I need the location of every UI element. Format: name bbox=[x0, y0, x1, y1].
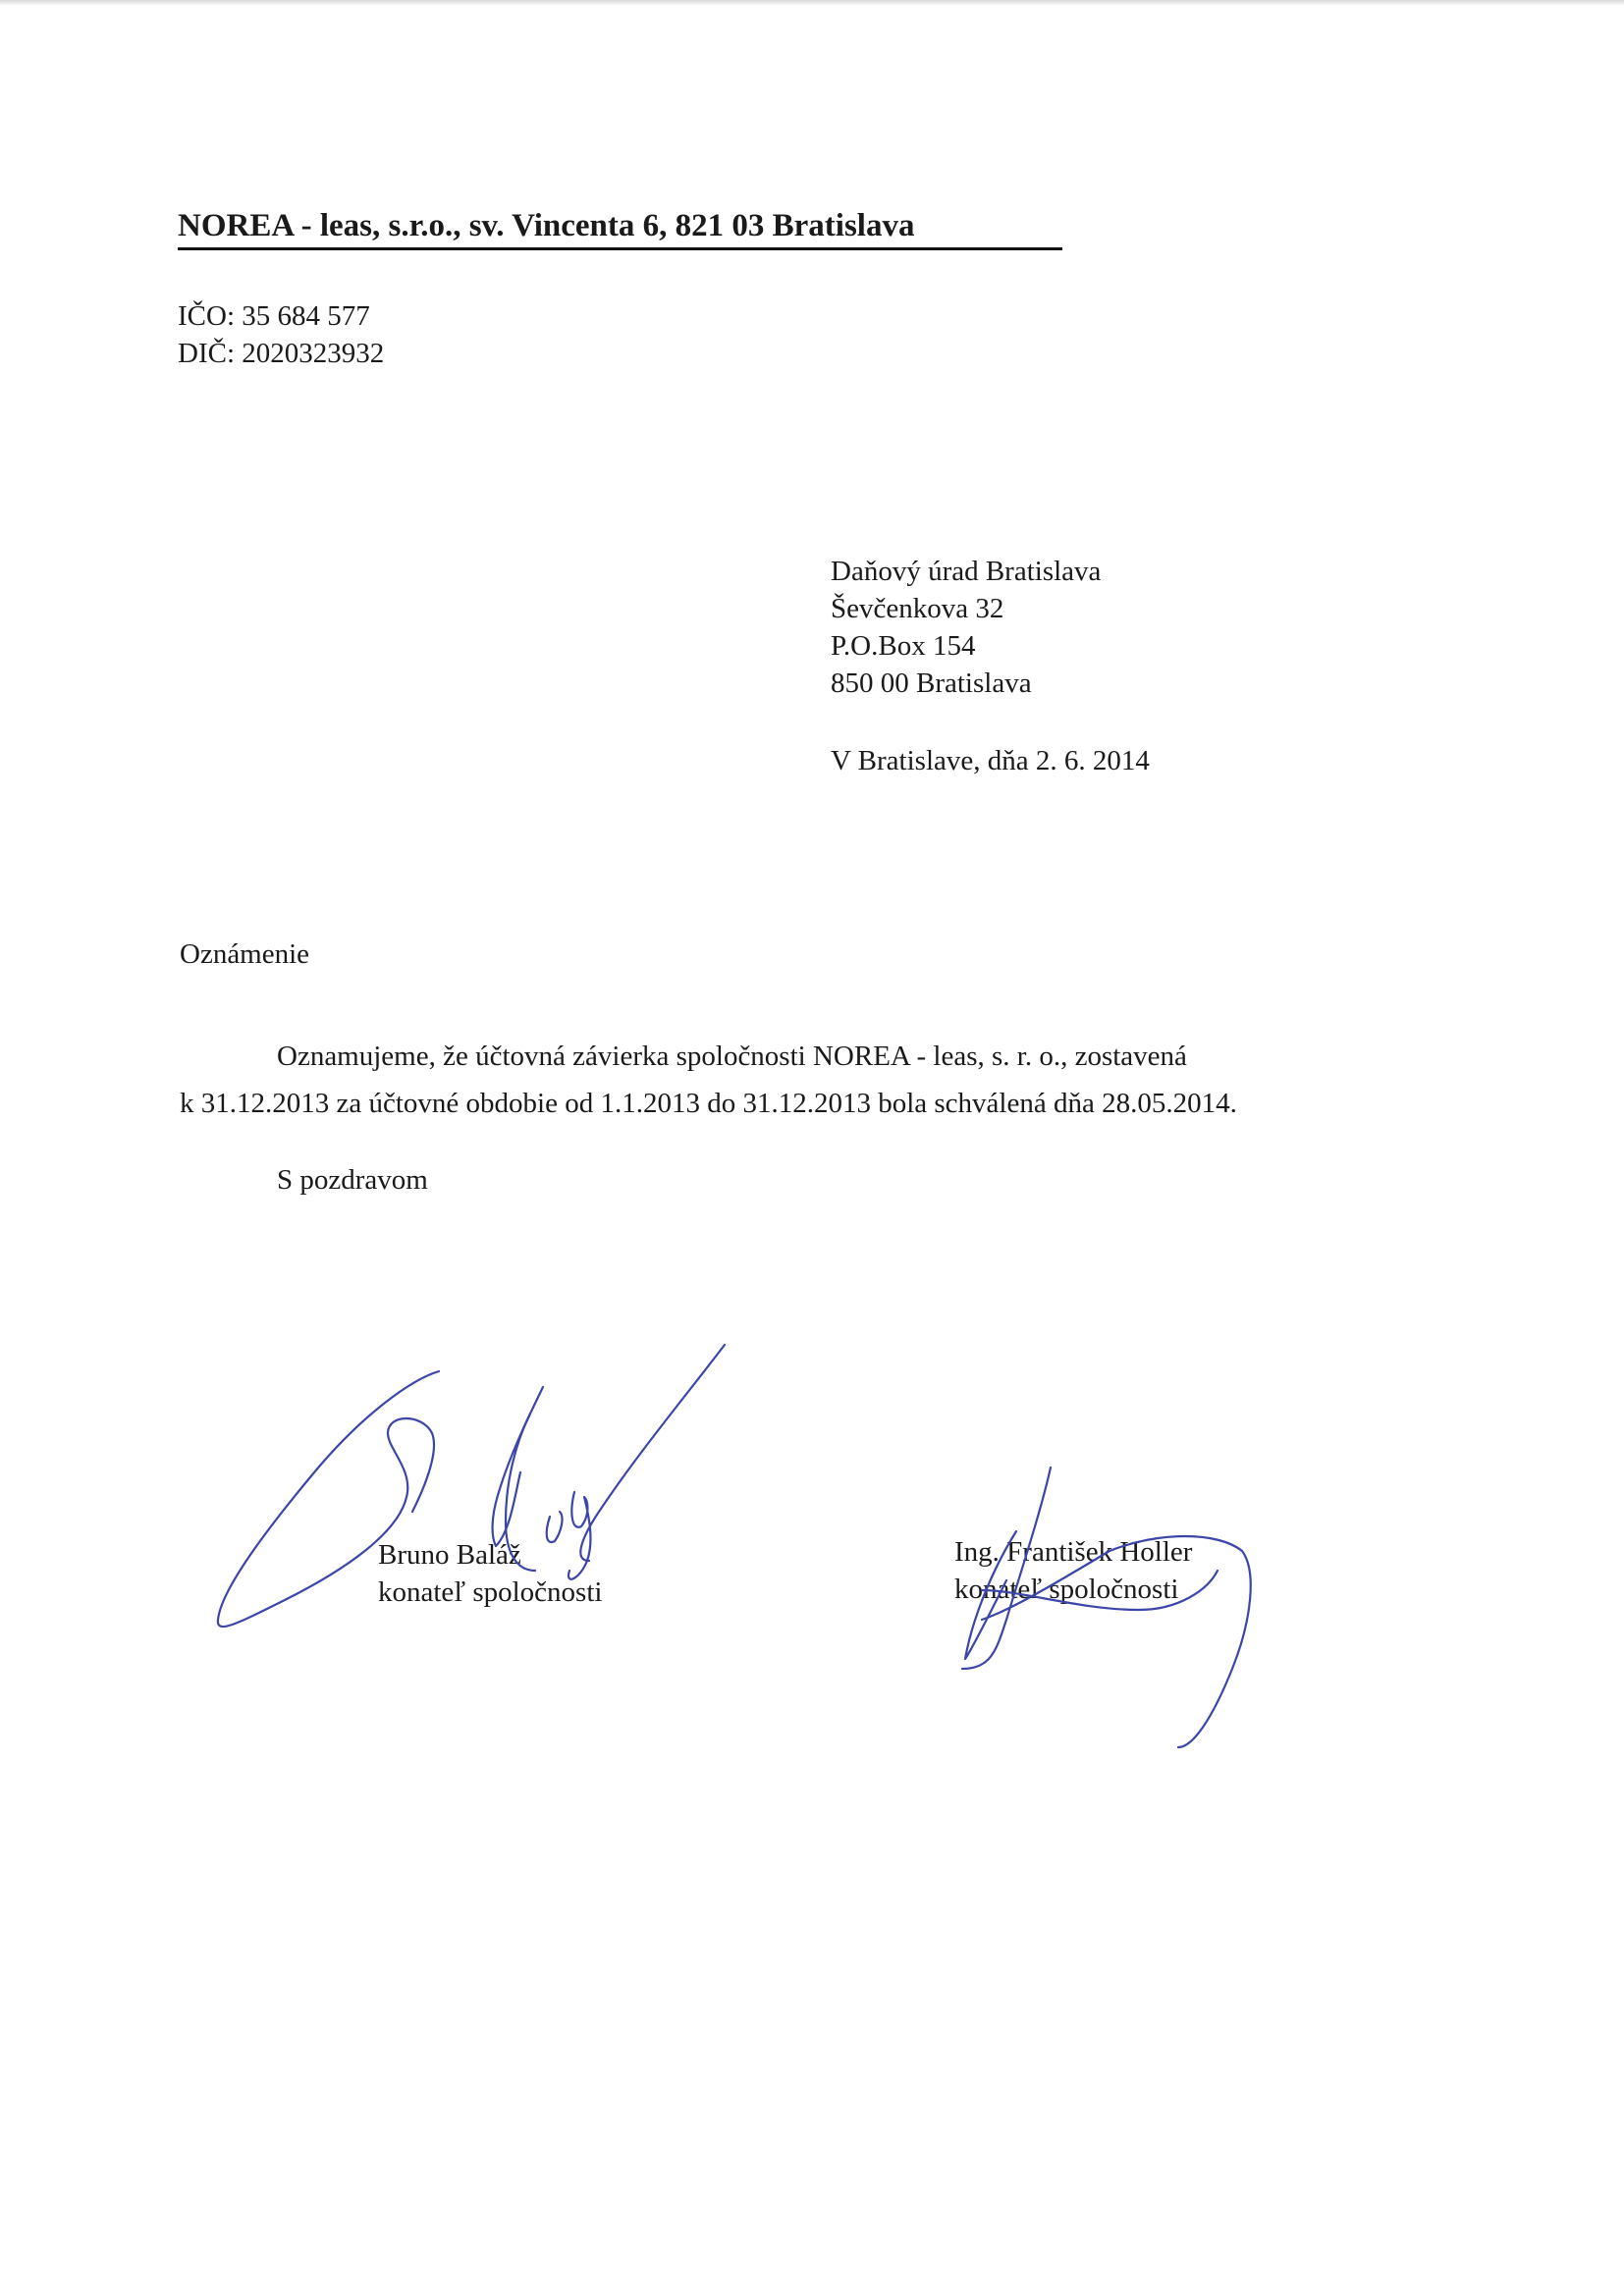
dic-line: DIČ: 2020323932 bbox=[178, 338, 385, 369]
subject: Oznámenie bbox=[180, 938, 310, 970]
signatory-1-name: Bruno Baláž bbox=[378, 1539, 521, 1571]
ico-line: IČO: 35 684 577 bbox=[178, 300, 370, 332]
recipient-pobox: P.O.Box 154 bbox=[831, 630, 976, 662]
recipient-city: 850 00 Bratislava bbox=[831, 667, 1032, 699]
place-date: V Bratislave, dňa 2. 6. 2014 bbox=[831, 745, 1150, 776]
signatory-2-role: konateľ spoločnosti bbox=[954, 1574, 1179, 1605]
company-header: NOREA - leas, s.r.o., sv. Vincenta 6, 821 03 Bratislava bbox=[178, 208, 915, 243]
recipient-name: Daňový úrad Bratislava bbox=[831, 556, 1102, 587]
recipient-street: Ševčenkova 32 bbox=[831, 593, 1004, 624]
body-line-1-text: Oznamujeme, že účtovná závierka spoločnosti NOREA - leas, s. r. o., zostavená bbox=[277, 1041, 1187, 1072]
closing: S pozdravom bbox=[277, 1164, 428, 1196]
signatory-1-role: konateľ spoločnosti bbox=[378, 1576, 603, 1608]
body-line-2-text: k 31.12.2013 za účtovné obdobie od 1.1.2013 do 31.12.2013 bola schválená dňa 28.05.2014. bbox=[180, 1088, 1237, 1119]
signatory-2-name: Ing. František Holler bbox=[954, 1536, 1193, 1568]
